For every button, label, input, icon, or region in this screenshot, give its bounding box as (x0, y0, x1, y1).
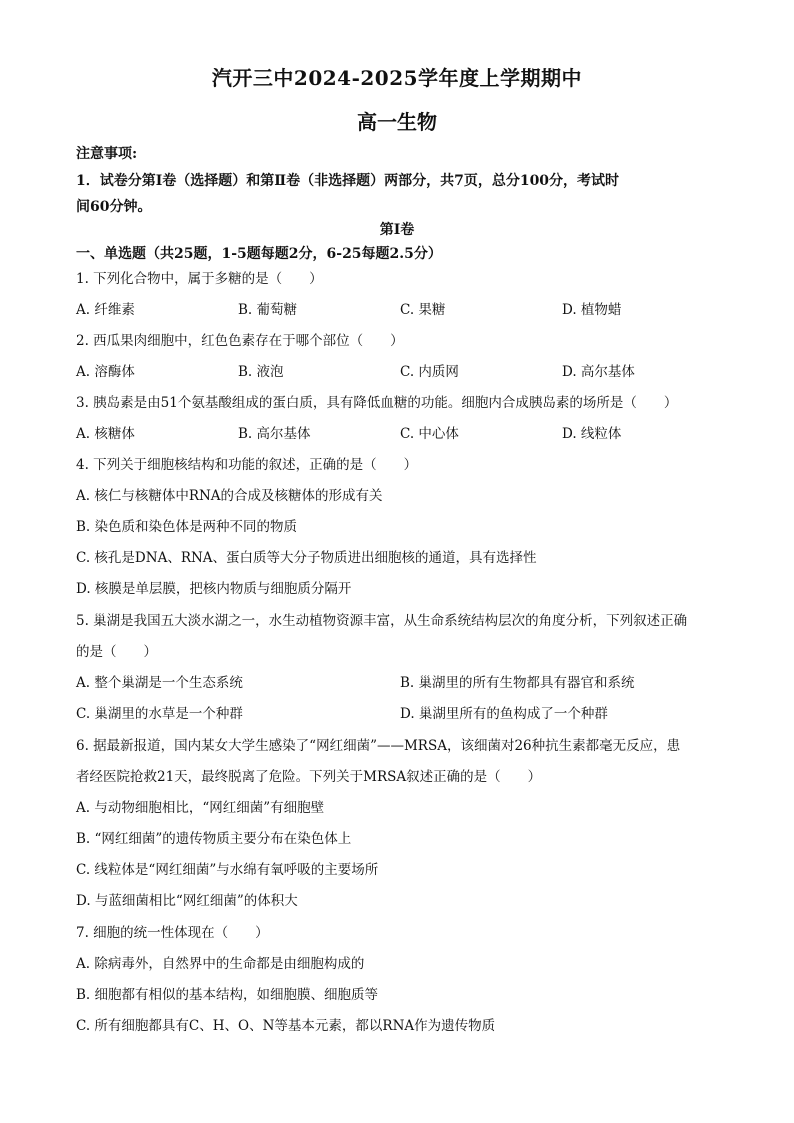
options-row (76, 419, 726, 450)
option-a: A. 核仁与核糖体中RNA的合成及核糖体的形成有关 (76, 488, 383, 504)
question-3 (76, 388, 726, 450)
option-b: B. 葡萄糖 (238, 302, 298, 318)
option-b: B. “网红细菌”的遗传物质主要分布在染色体上 (76, 831, 352, 847)
question-2 (76, 326, 726, 388)
option-b: B. 高尔基体 (238, 426, 311, 442)
question-4 (76, 450, 726, 605)
option-c: C. 线粒体是“网红细菌”与水绵有氧呼吸的主要场所 (76, 862, 379, 878)
notes-item-1 (76, 168, 718, 220)
question-stem-line-1: 6. 据最新报道，国内某女大学生感染了“网红细菌”——MRSA，该细菌对26种抗生素都毫无反应，患 (76, 738, 681, 754)
option-b: B. 染色质和染色体是两种不同的物质 (76, 519, 298, 535)
option-a: A. 核糖体 (76, 426, 135, 442)
option-b: B. 液泡 (238, 364, 284, 380)
notes-item-1-line-1: 1．试卷分第Ⅰ卷（选择题）和第Ⅱ卷（非选择题）两部分，共7页，总分100分，考试时 (76, 173, 620, 189)
option-d: D. 线粒体 (562, 426, 622, 442)
section-heading: 一、单选题（共25题，1-5题每题2分，6-25每题2.5分） (76, 246, 442, 262)
question-stem-line-1: 5. 巢湖是我国五大淡水湖之一，水生动植物资源丰富，从生命系统结构层次的角度分析，下列叙述正确 (76, 613, 688, 629)
volume-heading: 第Ⅰ卷 (379, 222, 415, 238)
option-d: D. 植物蜡 (562, 302, 622, 318)
question-5 (76, 606, 726, 730)
question-6 (76, 731, 726, 917)
option-c: C. 中心体 (400, 426, 459, 442)
options-row (76, 699, 726, 730)
option-a: A. 溶酶体 (76, 364, 135, 380)
option-c: C. 内质网 (400, 364, 459, 380)
options-row (76, 295, 726, 326)
question-7 (76, 918, 726, 1042)
option-a: A. 整个巢湖是一个生态系统 (76, 675, 243, 691)
question-1 (76, 264, 726, 326)
option-b: B. 巢湖里的所有生物都具有器官和系统 (400, 675, 635, 691)
option-c: C. 核孔是DNA、RNA、蛋白质等大分子物质进出细胞核的通道，具有选择性 (76, 550, 537, 566)
option-b: B. 细胞都有相似的基本结构，如细胞膜、细胞质等 (76, 987, 379, 1003)
question-stem: 4. 下列关于细胞核结构和功能的叙述，正确的是（ ） (76, 457, 418, 473)
question-stem: 7. 细胞的统一性体现在（ ） (76, 925, 269, 941)
question-stem: 1. 下列化合物中，属于多糖的是（ ） (76, 271, 323, 287)
question-stem-line-2: 者经医院抢救21天，最终脱离了危险。下列关于MRSA叙述正确的是（ ） (76, 769, 542, 785)
option-d: D. 与蓝细菌相比“网红细菌”的体积大 (76, 893, 298, 909)
option-d: D. 巢湖里所有的鱼构成了一个种群 (400, 706, 608, 722)
option-d: D. 核膜是单层膜，把核内物质与细胞质分隔开 (76, 581, 352, 597)
question-stem: 2. 西瓜果肉细胞中，红色色素存在于哪个部位（ ） (76, 333, 404, 349)
notes-heading: 注意事项: (76, 146, 138, 162)
exam-title: 汽开三中2024-2025学年度上学期期中 (211, 66, 583, 90)
options-row (76, 668, 726, 699)
options-row (76, 357, 726, 388)
option-a: A. 纤维素 (76, 302, 135, 318)
question-stem: 3. 胰岛素是由51个氨基酸组成的蛋白质，具有降低血糖的功能。细胞内合成胰岛素的场所是（ ） (76, 395, 678, 411)
option-c: C. 巢湖里的水草是一个种群 (76, 706, 243, 722)
subject-title: 高一生物 (357, 110, 437, 134)
question-stem-line-2: 的是（ ） (76, 644, 157, 660)
option-c: C. 所有细胞都具有C、H、O、N等基本元素，都以RNA作为遗传物质 (76, 1018, 496, 1034)
option-a: A. 除病毒外，自然界中的生命都是由细胞构成的 (76, 956, 365, 972)
option-d: D. 高尔基体 (562, 364, 635, 380)
option-c: C. 果糖 (400, 302, 446, 318)
option-a: A. 与动物细胞相比，“网红细菌”有细胞壁 (76, 800, 325, 816)
notes-item-1-line-2: 间60分钟。 (76, 199, 152, 215)
